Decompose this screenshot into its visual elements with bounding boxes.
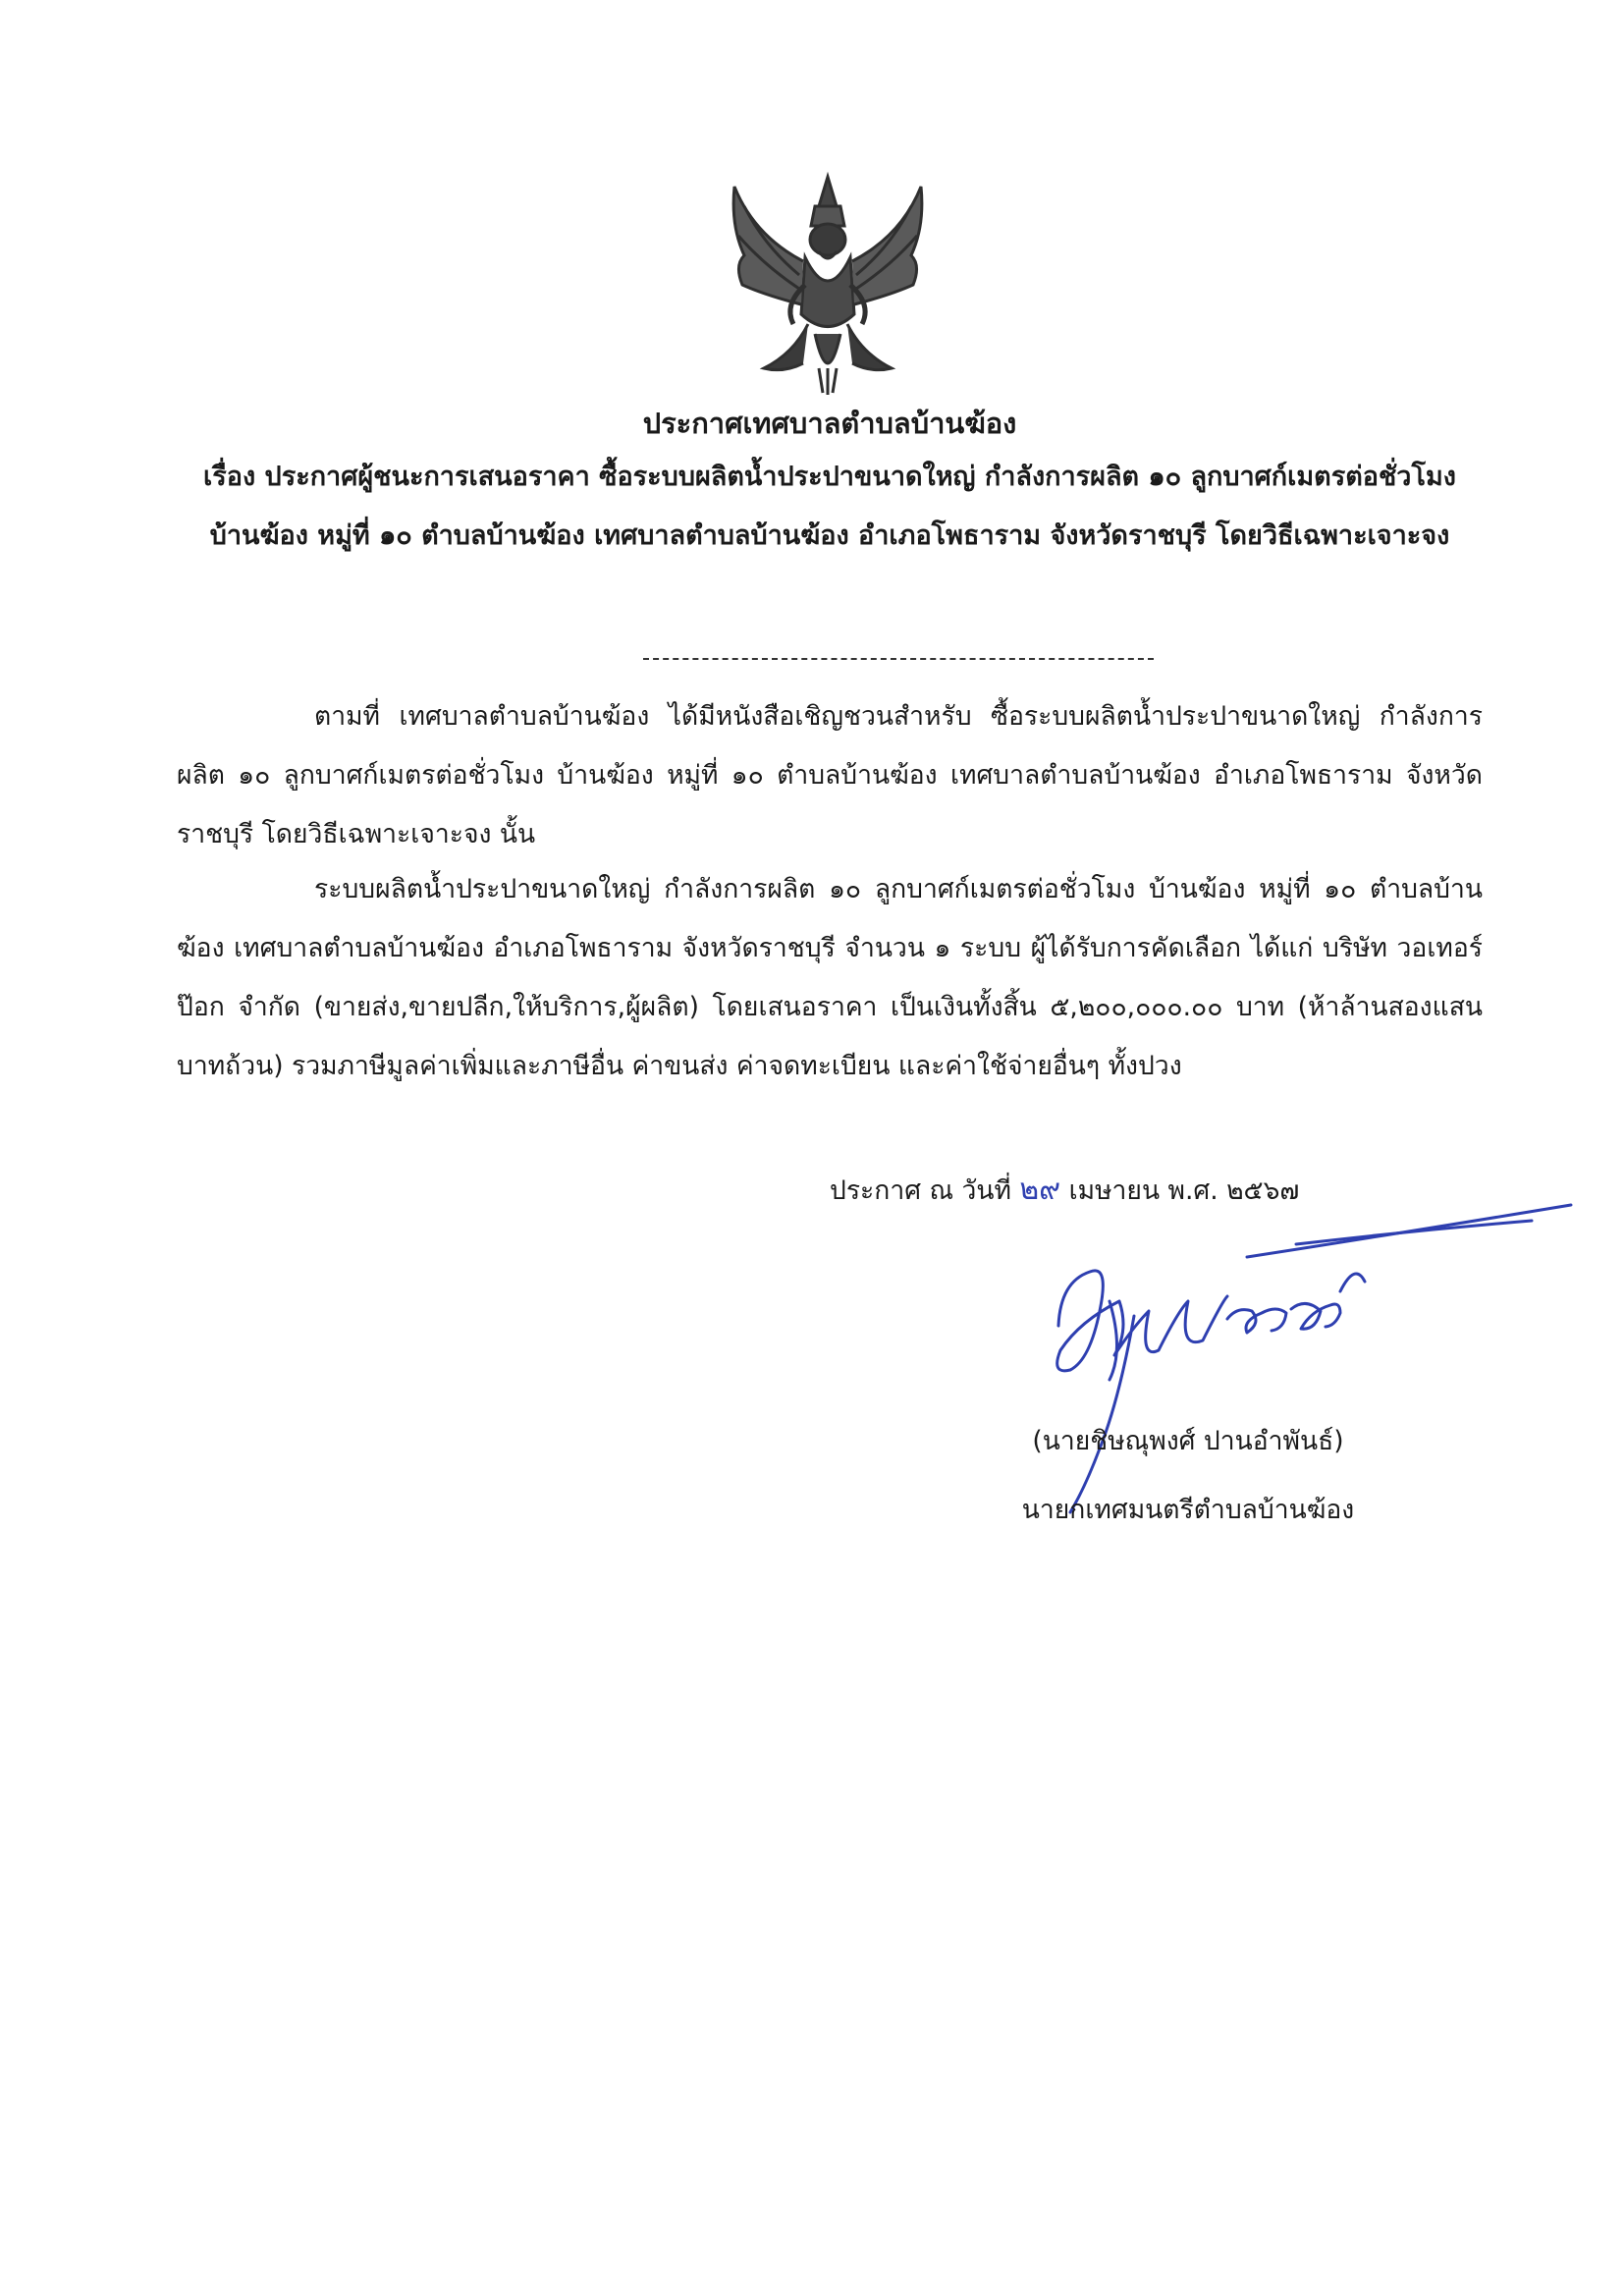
- body-paragraph-2: ระบบผลิตน้ำประปาขนาดใหญ่ กำลังการผลิต ๑๐ ลูกบาศก์เมตรต่อชั่วโมง บ้านฆ้อง หมู่ที่ ๑๐ ตำบลบ้านฆ้อง เทศบาลตำบลบ้านฆ้อง อำเภอโพธาราม จังหวัดราชบุรี จำนวน ๑ ระบบ ผู้ได้รับการคัดเลือก ได้แก่ บริษัท วอเทอร์ป๊อก จำกัด (ขายส่ง,ขายปลีก,ให้บริการ,ผู้ผลิต) โดยเสนอราคา เป็นเงินทั้งสิ้น ๕,๒๐๐,๐๐๐.๐๐ บาท (ห้าล้านสองแสนบาทถ้วน) รวมภาษีมูลค่าเพิ่มและภาษีอื่น ค่าขนส่ง ค่าจดทะเบียน และค่าใช้จ่ายอื่นๆ ทั้งปวง: [177, 874, 1483, 1081]
- announcement-prefix: ประกาศ ณ วันที่: [830, 1175, 1011, 1206]
- garuda-emblem-icon: [725, 167, 931, 398]
- handwritten-signature-icon: [1041, 1203, 1591, 1527]
- body-paragraph-1: ตามที่ เทศบาลตำบลบ้านฆ้อง ได้มีหนังสือเชิญชวนสำหรับ ซื้อระบบผลิตน้ำประปาขนาดใหญ่ กำลังการผลิต ๑๐ ลูกบาศก์เมตรต่อชั่วโมง บ้านฆ้อง หมู่ที่ ๑๐ ตำบลบ้านฆ้อง เทศบาลตำบลบ้านฆ้อง อำเภอโพธาราม จังหวัดราชบุรี โดยวิธีเฉพาะเจาะจง นั้น: [177, 701, 1483, 849]
- separator-line: [643, 658, 1154, 660]
- announcement-day-handwritten: ๒๙: [1019, 1173, 1061, 1207]
- document-subject: เรื่อง ประกาศผู้ชนะการเสนอราคา ซื้อระบบผลิตน้ำประปาขนาดใหญ่ กำลังการผลิต ๑๐ ลูกบาศก์เมตรต่อชั่วโมง บ้านฆ้อง หมู่ที่ ๑๐ ตำบลบ้านฆ้อง เทศบาลตำบลบ้านฆ้อง อำเภอโพธาราม จังหวัดราชบุรี โดยวิธีเฉพาะเจาะจง: [203, 462, 1456, 551]
- signer-name: (นายชิษณุพงศ์ ปานอำพันธ์): [1032, 1426, 1344, 1456]
- document-title: ประกาศเทศบาลตำบลบ้านฆ้อง: [642, 407, 1017, 440]
- signer-position: นายกเทศมนตรีตำบลบ้านฆ้อง: [1021, 1495, 1355, 1525]
- announcement-month-year: เมษายน พ.ศ. ๒๕๖๗: [1068, 1175, 1300, 1206]
